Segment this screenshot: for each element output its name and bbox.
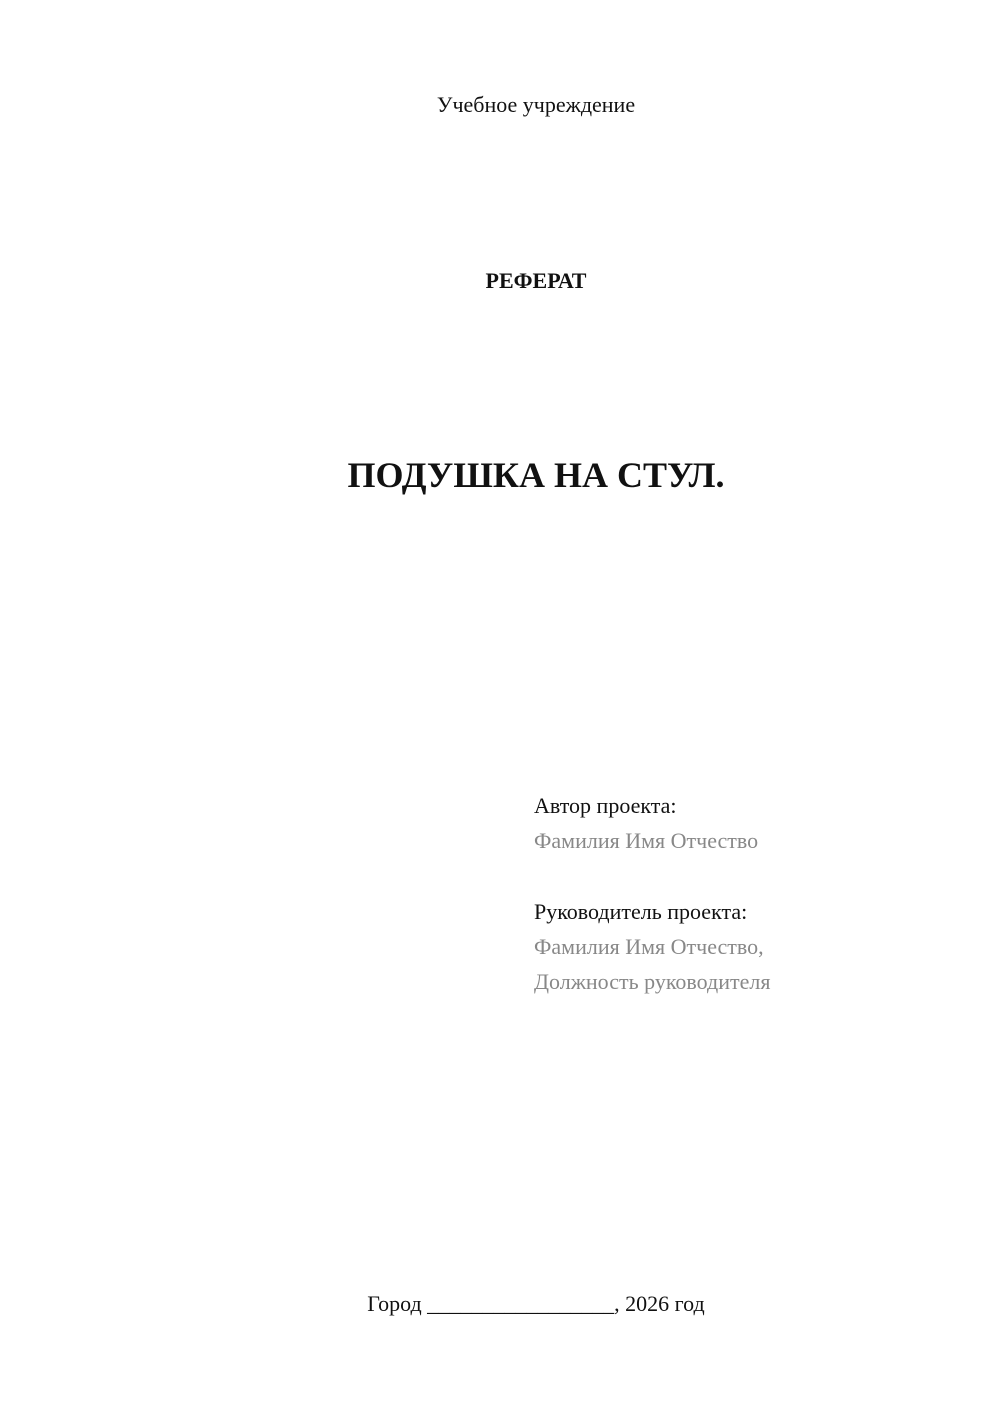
author-name-placeholder: Фамилия Имя Отчество — [534, 828, 759, 853]
document-type: РЕФЕРАТ — [485, 268, 587, 293]
city-year-line: Город _________________, 2026 год — [367, 1291, 705, 1316]
supervisor-label: Руководитель проекта: — [534, 899, 748, 924]
supervisor-position-placeholder: Должность руководителя — [534, 969, 771, 994]
document-title: ПОДУШКА НА СТУЛ. — [347, 455, 725, 495]
author-label: Автор проекта: — [534, 793, 677, 818]
supervisor-name-placeholder: Фамилия Имя Отчество, — [534, 934, 764, 959]
authors-spacer — [534, 858, 974, 894]
authors-block — [534, 788, 974, 999]
institution-name: Учебное учреждение — [436, 92, 636, 117]
